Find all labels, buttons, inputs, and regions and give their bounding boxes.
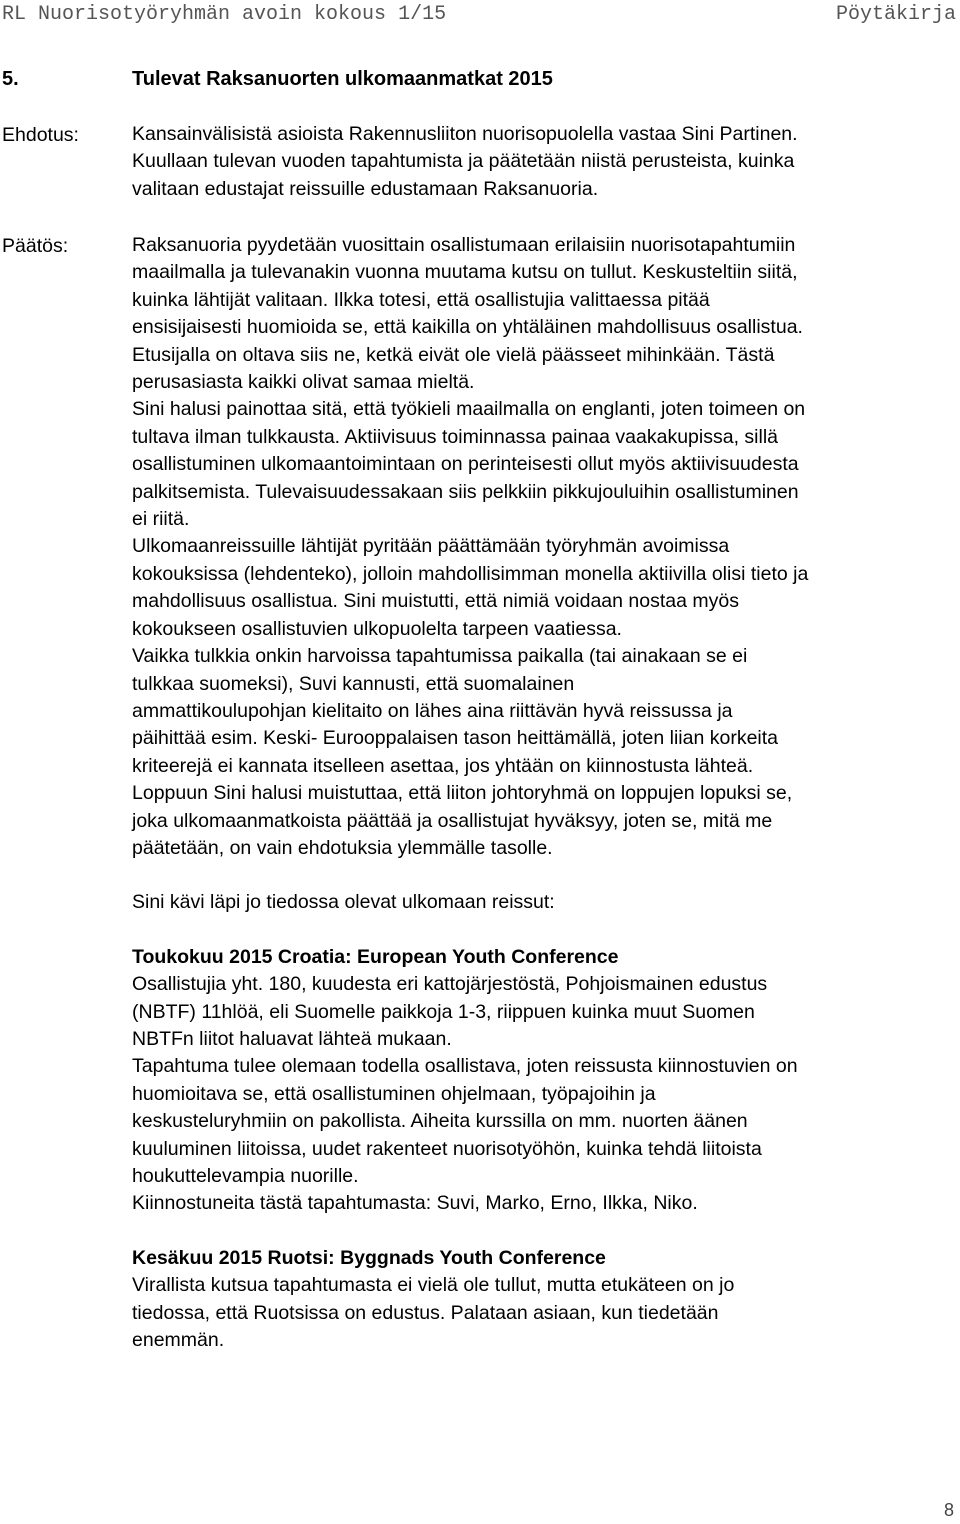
- section-title: Tulevat Raksanuorten ulkomaanmatkat 2015: [132, 68, 553, 90]
- event-line: houkuttelevampia nuorille.: [132, 1165, 359, 1187]
- decision-line: Sini halusi painottaa sitä, että työkieli maailmalla on englanti, joten toimeen on: [132, 398, 806, 421]
- decision-line: mahdollisuus osallistua. Sini muistutti, että nimiä voidaan nostaa myös: [132, 590, 739, 613]
- page-number: 8: [943, 1500, 954, 1520]
- decision-line: Etusijalla on oltava siis ne, ketkä eivät ole vielä päässeet mihinkään. Tästä: [132, 343, 775, 366]
- event-line: kuuluminen liitoissa, uudet rakenteet nuorisotyöhön, kuinka tehdä liitoista: [132, 1137, 762, 1160]
- decision-line: ei riitä.: [132, 508, 190, 531]
- page-header: [0, 0, 960, 30]
- decision-line: osallistuminen ulkomaantoimintaan on perinteisesti ollut myös aktiivisuudesta: [132, 453, 799, 476]
- header-title: RL Nuorisotyöryhmän avoin kokous 1/15: [2, 3, 447, 26]
- section-number: 5.: [2, 68, 19, 90]
- decision-line: perusasiasta kaikki olivat samaa mieltä.: [132, 371, 475, 394]
- decision-line: kriteerejä ei kannata itselleen asettaa, jos yhtään on kiinnostusta lähteä.: [132, 754, 754, 777]
- event-line: enemmän.: [132, 1329, 225, 1352]
- decision-line: kokoukseen osallistuvien ulkopuolelta tarpeen vaatiessa.: [132, 617, 622, 640]
- decision-line: ammattikoulupohjan kielitaito on lähes aina riittävän hyvä reissussa ja: [132, 699, 733, 722]
- header-doc-type: Pöytäkirja: [835, 3, 956, 26]
- event-line: Virallista kutsua tapahtumasta ei vielä ole tullut, mutta etukäteen on jo: [132, 1274, 735, 1297]
- decision-line: tulkkaa suomeksi), Suvi kannusti, että suomalainen: [132, 672, 575, 695]
- event-title: Toukokuu 2015 Croatia: European Youth Conference: [132, 945, 619, 968]
- decision-label: Päätös:: [2, 235, 69, 257]
- event-line: (NBTF) 11hlöä, eli Suomelle paikkoja 1-3, riippuen kuinka muut Suomen: [132, 1000, 755, 1023]
- decision-line: Vaikka tulkkia onkin harvoissa tapahtumissa paikalla (tai ainakaan se ei: [132, 645, 748, 668]
- event-line: tiedossa, että Ruotsissa on edustus. Palataan asiaan, kun tiedetään: [132, 1301, 719, 1324]
- decision-line: päätetään, on vain ehdotuksia ylemmälle tasolle.: [132, 836, 553, 859]
- decision-line: ensisijaisesti huomioida se, että kaikilla on yhtäläinen mahdollisuus osallistua.: [132, 316, 803, 339]
- event-line: NBTFn liitot haluavat lähteä mukaan.: [132, 1027, 452, 1050]
- decision-line: Raksanuoria pyydetään vuosittain osallistumaan erilaisiin nuorisotapahtumiin: [132, 234, 796, 256]
- event-line: huomioitava se, että osallistuminen ohjelmaan, työpajoihin ja: [132, 1082, 656, 1105]
- decision-line: tultava ilman tulkkausta. Aktiivisuus toiminnassa painaa vaakakupissa, sillä: [132, 425, 778, 448]
- decision-line: kokouksissa (lehdenteko), jolloin mahdollisimman monella aktiivilla olisi tieto ja: [132, 562, 809, 585]
- proposal-line: Kuullaan tulevan vuoden tapahtumista ja päätetään niistä perusteista, kuinka: [132, 150, 795, 173]
- decision-line: päihittää esim. Keski- Eurooppalaisen tason heittämällä, joten liian korkeita: [132, 727, 779, 750]
- event-line: Tapahtuma tulee olemaan todella osallistava, joten reissusta kiinnostuvien on: [132, 1055, 798, 1078]
- events-intro: Sini kävi läpi jo tiedossa olevat ulkomaan reissut:: [132, 891, 555, 914]
- decision-line: Loppuun Sini halusi muistuttaa, että liiton johtoryhmä on loppujen lopuksi se,: [132, 782, 793, 805]
- event-line: keskusteluryhmiin on pakollista. Aiheita kurssilla on mm. nuorten äänen: [132, 1110, 748, 1133]
- decision-line: kuinka lähtijät valitaan. Ilkka totesi, että osallistujia valittaessa pitää: [132, 288, 710, 311]
- decision-line: palkitsemista. Tulevaisuudessakaan siis pelkkiin pikkujouluihin osallistuminen: [132, 480, 799, 503]
- proposal-text: [132, 121, 958, 203]
- event-line: Kiinnostuneita tästä tapahtumasta: Suvi, Marko, Erno, Ilkka, Niko.: [132, 1192, 698, 1215]
- proposal-label: Ehdotus:: [2, 124, 79, 146]
- decision-line: joka ulkomaanmatkoista päättää ja osallistujat hyväksyy, joten se, mitä me: [132, 809, 773, 832]
- section-heading: [2, 68, 553, 91]
- decision-text: [132, 232, 958, 1354]
- event-title: Kesäkuu 2015 Ruotsi: Byggnads Youth Conference: [132, 1246, 606, 1269]
- decision-line: Ulkomaanreissuille lähtijät pyritään päättämään työryhmän avoimissa: [132, 535, 730, 558]
- event-line: Osallistujia yht. 180, kuudesta eri kattojärjestöstä, Pohjoismainen edustus: [132, 973, 768, 996]
- decision-line: maailmalla ja tulevanakin vuonna muutama kutsu on tullut. Keskusteltiin siitä,: [132, 261, 798, 284]
- proposal-line: valitaan edustajat reissuille edustamaan Raksanuoria.: [132, 177, 599, 200]
- proposal-line: Kansainvälisistä asioista Rakennusliiton nuorisopuolella vastaa Sini Partinen.: [132, 123, 798, 145]
